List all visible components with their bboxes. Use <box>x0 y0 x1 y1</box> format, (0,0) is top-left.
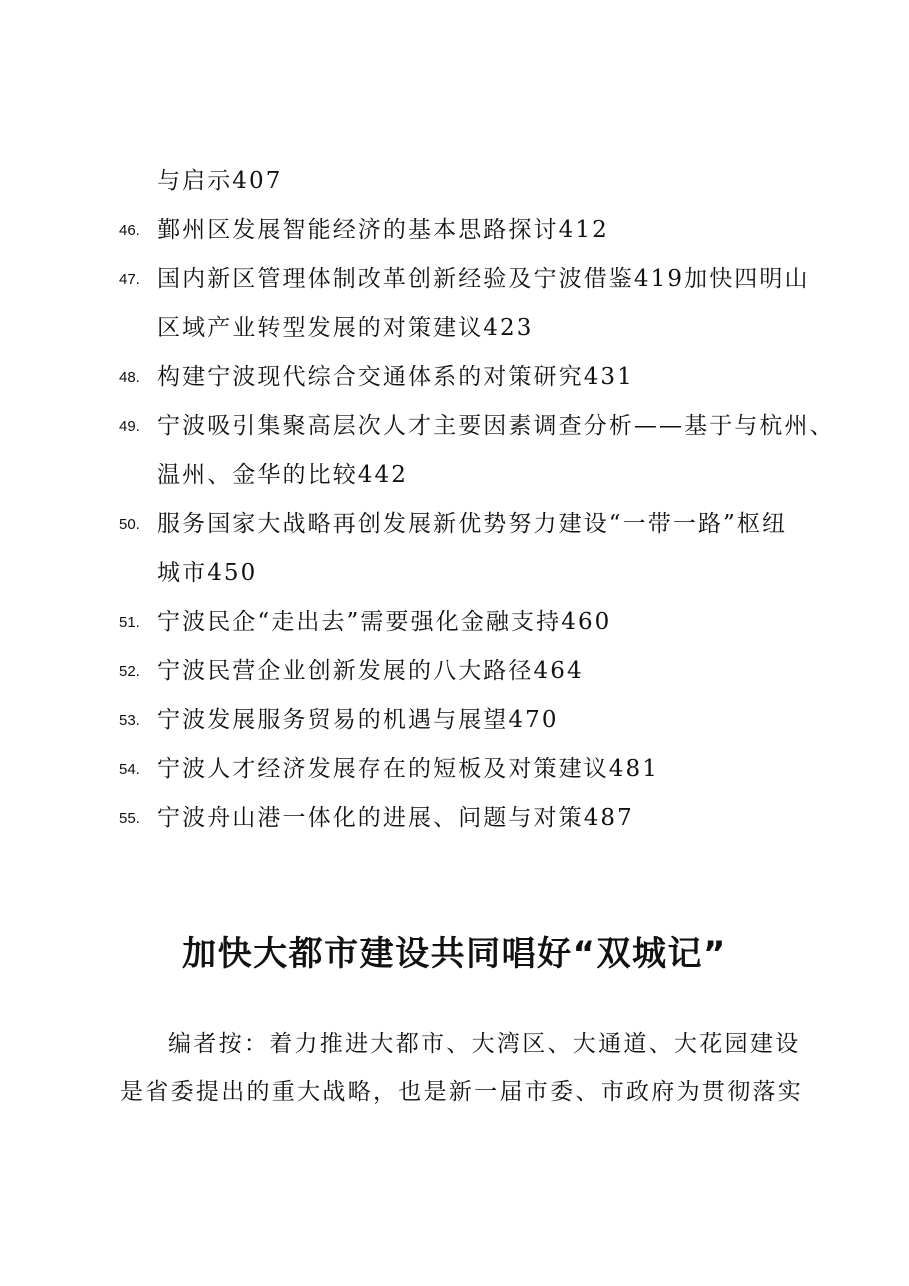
toc-number: 51. <box>119 614 140 631</box>
article-title: 加快大都市建设共同唱好“双城记” <box>182 934 727 974</box>
toc-number: 52. <box>119 663 140 680</box>
toc-text: 温州、金华的比较442 <box>157 462 408 488</box>
editor-note-line: 是省委提出的重大战略，也是新一届市委、市政府为贯彻落实 <box>120 1079 804 1105</box>
editor-note <box>120 1020 802 1116</box>
toc-text: 宁波民企“走出去”需要强化金融支持460 <box>157 609 612 635</box>
toc-text: 宁波民营企业创新发展的八大路径464 <box>157 658 584 684</box>
editor-note-line: 编者按：着力推进大都市、大湾区、大通道、大花园建设 <box>168 1031 801 1057</box>
toc-text: 鄞州区发展智能经济的基本思路探讨412 <box>157 217 609 243</box>
toc-text: 国内新区管理体制改革创新经验及宁波借鉴419加快四明山 <box>157 266 810 292</box>
toc-text: 构建宁波现代综合交通体系的对策研究431 <box>157 364 634 390</box>
toc-number: 55. <box>119 810 140 827</box>
toc-text: 区域产业转型发展的对策建议423 <box>157 315 534 341</box>
toc-number: 53. <box>119 712 140 729</box>
toc-number: 54. <box>119 761 140 778</box>
toc-text: 宁波人才经济发展存在的短板及对策建议481 <box>157 756 659 782</box>
toc-text: 与启示407 <box>157 168 283 194</box>
toc-number: 46. <box>119 222 140 239</box>
toc-text: 城市450 <box>157 560 258 586</box>
toc-text: 宁波吸引集聚高层次人才主要因素调查分析——基于与杭州、 <box>157 413 835 439</box>
toc-number: 49. <box>119 418 140 435</box>
toc-text: 宁波舟山港一体化的进展、问题与对策487 <box>157 805 634 831</box>
toc-text: 服务国家大战略再创发展新优势努力建设“一带一路”枢纽 <box>157 511 788 537</box>
toc-text: 宁波发展服务贸易的机遇与展望470 <box>157 707 559 733</box>
toc-number: 50. <box>119 516 140 533</box>
toc-number: 48. <box>119 369 140 386</box>
toc-number: 47. <box>119 271 140 288</box>
